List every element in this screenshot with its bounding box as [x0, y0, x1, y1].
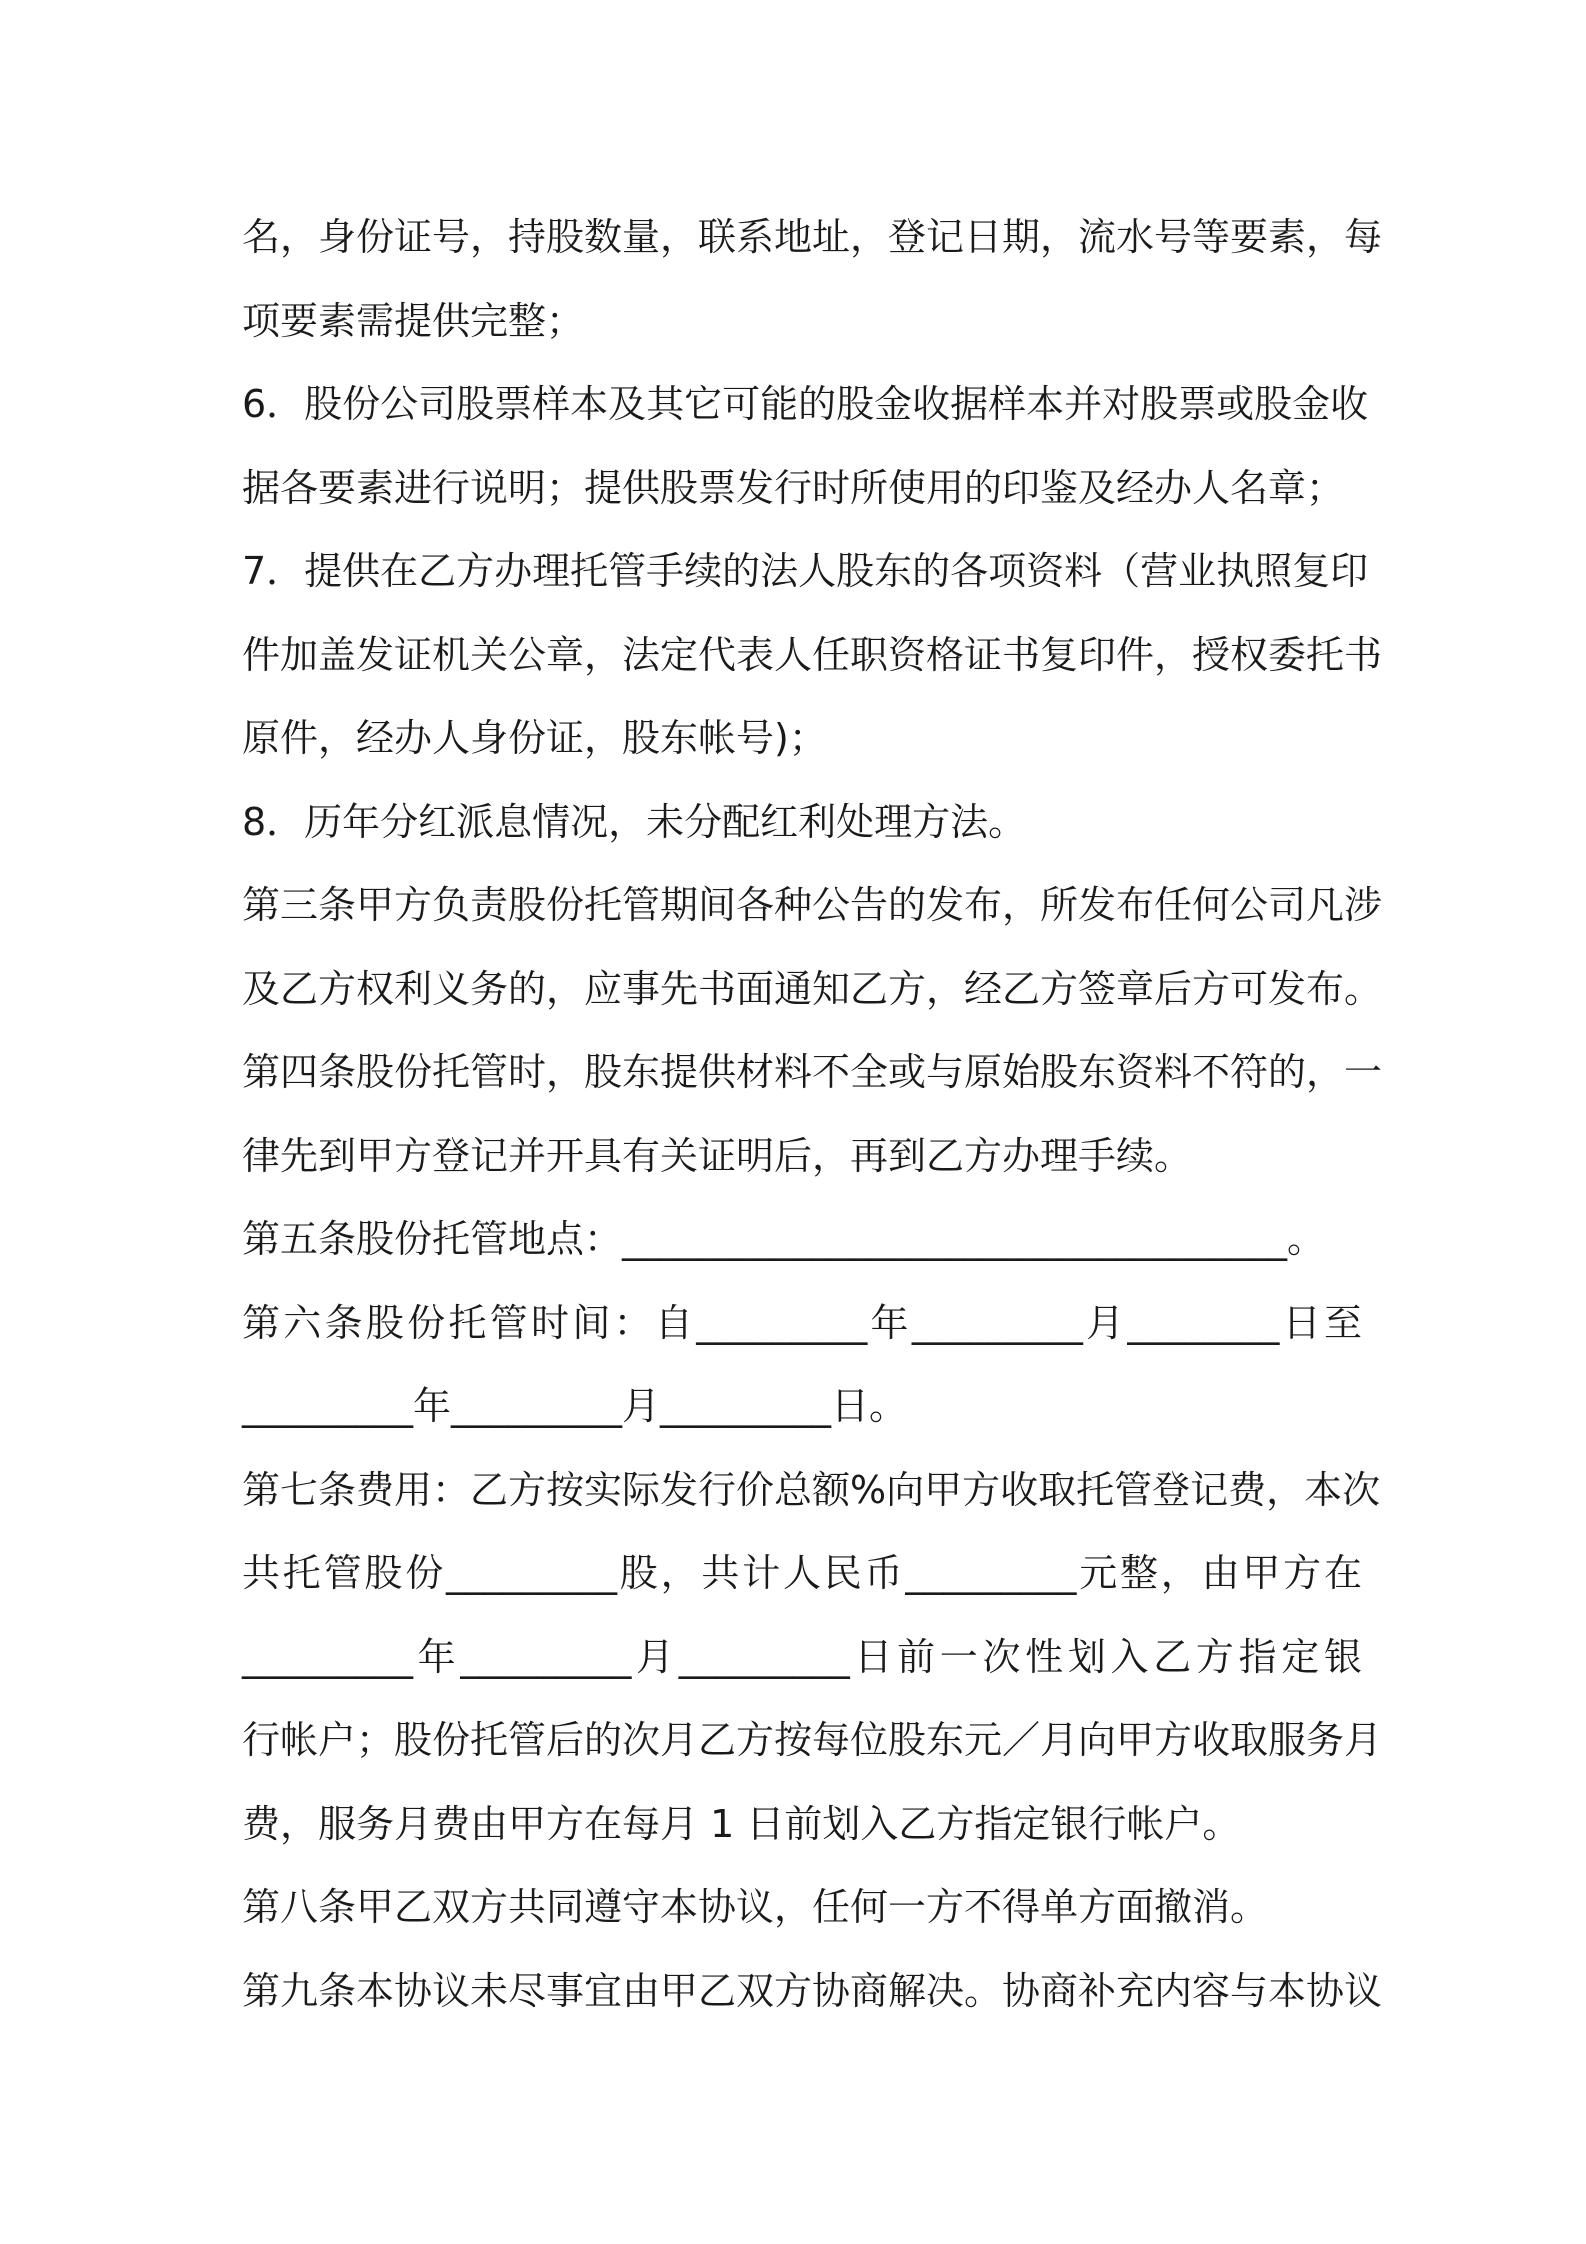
- text-line: 律先到甲方登记并开具有关证明后，再到乙方办理手续。: [242, 1133, 1193, 1178]
- text-line: 6．股份公司股票样本及其它可能的股金收据样本并对股票或股金收: [242, 382, 1369, 426]
- text-line: 7．提供在乙方办理托管手续的法人股东的各项资料（营业执照复印: [242, 549, 1369, 593]
- text-line: 第八条甲乙双方共同遵守本协议，任何一方不得单方面撤消。: [242, 1885, 1269, 1929]
- text-line: 及乙方权利义务的，应事先书面通知乙方，经乙方签章后方可发布。: [242, 966, 1383, 1011]
- text-line: 名，身份证号，持股数量，联系地址，登记日期，流水号等要素，每: [242, 215, 1383, 259]
- text-line: 据各要素进行说明；提供股票发行时所使用的印鉴及经办人名章；: [242, 465, 1345, 510]
- text-line: 行帐户；股份托管后的次月乙方按每位股东元／月向甲方收取服务月: [242, 1718, 1383, 1762]
- document-body: [242, 196, 1383, 2033]
- text-line: 第五条股份托管地点：___________________________________。: [242, 1217, 1326, 1261]
- text-line: 第七条费用：乙方按实际发行价总额%向甲方收取托管登记费，本次: [242, 1467, 1381, 1512]
- text-line: 第六条股份托管时间：自_________年_________月________日至: [242, 1300, 1362, 1345]
- text-line: 项要素需提供完整；: [242, 298, 585, 343]
- text-line: 第九条本协议未尽事宜由甲乙双方协商解决。协商补充内容与本协议: [242, 1968, 1383, 2013]
- text-line: 件加盖发证机关公章，法定代表人任职资格证书复印件，授权委托书: [242, 632, 1383, 677]
- text-line: 共托管股份_________股，共计人民币_________元整，由甲方在: [242, 1551, 1362, 1595]
- text-line: 第三条甲方负责股份托管期间各种公告的发布，所发布任何公司凡涉: [242, 883, 1383, 927]
- text-line: _________年_________月_________日。: [242, 1384, 908, 1428]
- text-line: 费，服务月费由甲方在每月 1 日前划入乙方指定银行帐户。: [242, 1801, 1241, 1846]
- text-line: 8．历年分红派息情况，未分配红利处理方法。: [242, 799, 1027, 844]
- text-line: _________年_________月_________日前一次性划入乙方指定银: [242, 1634, 1362, 1679]
- text-line: 原件，经办人身份证，股东帐号)；: [242, 716, 827, 760]
- text-line: 第四条股份托管时，股东提供材料不全或与原始股东资料不符的，一: [242, 1050, 1383, 1094]
